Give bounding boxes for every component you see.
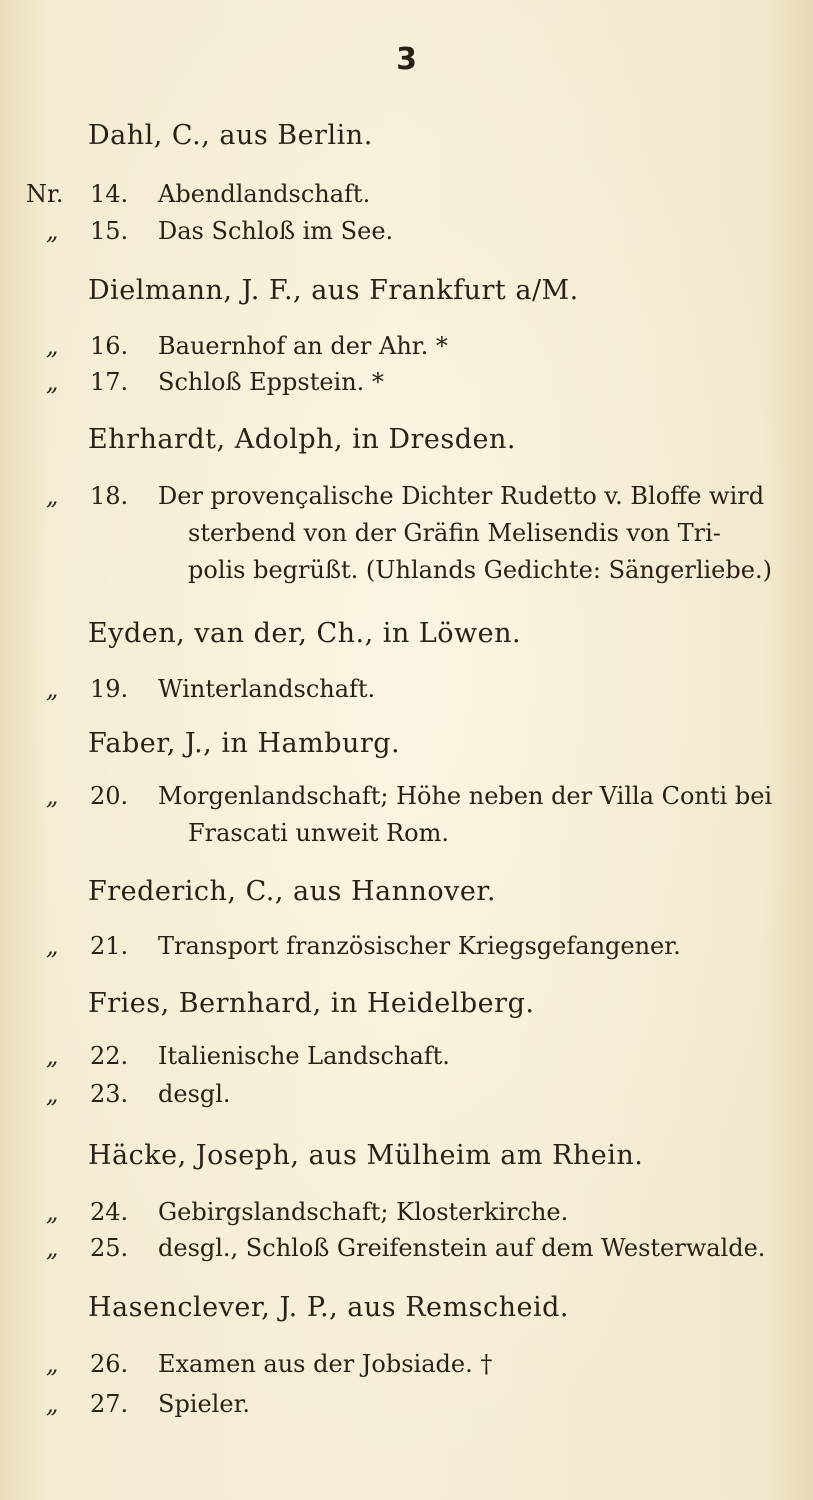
entry-prefix: „ xyxy=(46,1390,59,1418)
entry-prefix: „ xyxy=(46,332,59,360)
artist-heading: Faber, J., in Hamburg. xyxy=(88,728,401,759)
entry-title: Gebirgslandschaft; Klosterkirche. xyxy=(158,1198,569,1226)
entry-title: desgl. xyxy=(158,1080,231,1108)
entry-prefix: „ xyxy=(46,782,59,810)
entry-prefix: „ xyxy=(46,1234,59,1262)
entry-title: Spieler. xyxy=(158,1390,251,1418)
entry-title: Der provençalische Dichter Rudetto v. Bloffe wird xyxy=(158,482,765,510)
entry-prefix: „ xyxy=(46,1042,59,1070)
entry-title: Das Schloß im See. xyxy=(158,217,394,245)
entry-number: 25. xyxy=(90,1234,129,1262)
entry-number: 21. xyxy=(90,932,129,960)
entry-number: 24. xyxy=(90,1198,129,1226)
entry-title-continuation: Frascati unweit Rom. xyxy=(188,819,449,847)
entry-prefix: Nr. xyxy=(26,180,64,208)
entry-title: Winterlandschaft. xyxy=(158,675,376,703)
entry-number: 23. xyxy=(90,1080,129,1108)
entry-title: Abendlandschaft. xyxy=(158,180,371,208)
entry-title: desgl., Schloß Greifenstein auf dem Westerwalde. xyxy=(158,1234,766,1262)
entry-number: 22. xyxy=(90,1042,129,1070)
artist-heading: Dahl, C., aus Berlin. xyxy=(88,120,373,151)
artist-heading: Dielmann, J. F., aus Frankfurt a/M. xyxy=(88,275,579,306)
page-number: 3 xyxy=(396,42,417,77)
artist-heading: Ehrhardt, Adolph, in Dresden. xyxy=(88,424,516,455)
entry-prefix: „ xyxy=(46,217,59,245)
entry-prefix: „ xyxy=(46,1198,59,1226)
entry-number: 16. xyxy=(90,332,129,360)
entry-prefix: „ xyxy=(46,1350,59,1378)
entry-number: 27. xyxy=(90,1390,129,1418)
entry-title-continuation: sterbend von der Gräfin Melisendis von Tri- xyxy=(188,519,721,547)
entry-number: 14. xyxy=(90,180,129,208)
entry-prefix: „ xyxy=(46,675,59,703)
entry-title-continuation: polis begrüßt. (Uhlands Gedichte: Sängerliebe.) xyxy=(188,556,772,584)
entry-prefix: „ xyxy=(46,482,59,510)
artist-heading: Hasenclever, J. P., aus Remscheid. xyxy=(88,1292,569,1323)
entry-title: Bauernhof an der Ahr. * xyxy=(158,332,448,360)
entry-title: Schloß Eppstein. * xyxy=(158,368,384,396)
entry-title: Transport französischer Kriegsgefangener. xyxy=(158,932,681,960)
entry-number: 20. xyxy=(90,782,129,810)
entry-prefix: „ xyxy=(46,932,59,960)
entry-number: 26. xyxy=(90,1350,129,1378)
entry-title: Morgenlandschaft; Höhe neben der Villa Conti bei xyxy=(158,782,773,810)
entry-number: 18. xyxy=(90,482,129,510)
entry-prefix: „ xyxy=(46,368,59,396)
entry-prefix: „ xyxy=(46,1080,59,1108)
artist-heading: Häcke, Joseph, aus Mülheim am Rhein. xyxy=(88,1140,644,1171)
artist-heading: Fries, Bernhard, in Heidelberg. xyxy=(88,988,535,1019)
entry-title: Examen aus der Jobsiade. † xyxy=(158,1350,493,1378)
entry-number: 17. xyxy=(90,368,129,396)
entry-number: 15. xyxy=(90,217,129,245)
entry-title: Italienische Landschaft. xyxy=(158,1042,450,1070)
entry-number: 19. xyxy=(90,675,129,703)
artist-heading: Eyden, van der, Ch., in Löwen. xyxy=(88,618,522,649)
artist-heading: Frederich, C., aus Hannover. xyxy=(88,876,496,907)
